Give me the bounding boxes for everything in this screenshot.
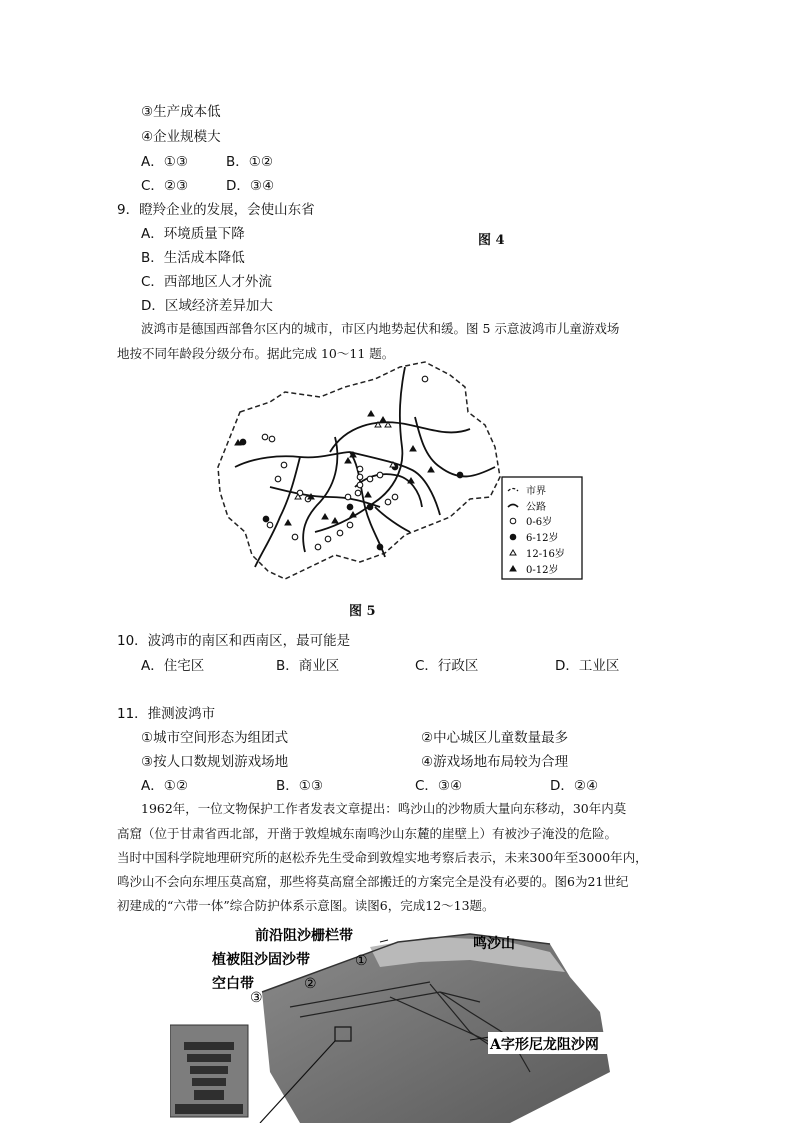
q10-stem: 10．波鸿市的南区和西南区，最可能是 bbox=[117, 633, 351, 649]
q11-choice-d: D．②④ bbox=[550, 778, 599, 794]
q11-choice-c: C．③④ bbox=[415, 778, 463, 794]
q8-option-item-3: ③生产成本低 bbox=[141, 104, 221, 120]
label-mingsha-mountain: 鸣沙山 bbox=[473, 936, 515, 952]
q8-choice-b: B．①② bbox=[226, 154, 273, 170]
legend-city-boundary: 市界 bbox=[526, 486, 546, 497]
q11-statement-2: ②中心城区儿童数量最多 bbox=[421, 730, 569, 746]
figure-6-diagram bbox=[170, 922, 620, 1123]
q11-stem: 11．推测波鸿市 bbox=[117, 706, 216, 722]
q10-choice-c: C．行政区 bbox=[415, 658, 479, 674]
passage-12-13-line-1: 1962年，一位文物保护工作者发表文章提出：鸣沙山的沙物质大量向东移动，30年内莫 bbox=[141, 801, 627, 816]
passage-10-11-line-1: 波鸿市是德国西部鲁尔区内的城市，市区内地势起伏和缓。图 5 示意波鸿市儿童游戏场 bbox=[141, 321, 620, 336]
q11-statement-1: ①城市空间形态为组团式 bbox=[141, 730, 289, 746]
passage-12-13-line-3: 当时中国科学院地理研究所的赵松乔先生受命到敦煌实地考察后表示，未来300年至3000年内， bbox=[117, 850, 648, 865]
q10-choice-b: B．商业区 bbox=[276, 658, 340, 674]
q11-choice-b: B．①③ bbox=[276, 778, 323, 794]
marker-1: ① bbox=[355, 953, 368, 969]
q11-statement-4: ④游戏场地布局较为合理 bbox=[421, 754, 569, 770]
figure-5-caption: 图 5 bbox=[349, 604, 376, 619]
q8-choice-a: A．①③ bbox=[141, 154, 188, 170]
q10-choice-d: D．工业区 bbox=[555, 658, 620, 674]
legend-road: 公路 bbox=[526, 502, 546, 513]
label-blank-belt: 空白带 bbox=[212, 976, 254, 992]
figure-5-map bbox=[210, 357, 610, 585]
q8-choice-c: C．②③ bbox=[141, 178, 189, 194]
q9-stem: 9．瞪羚企业的发展，会使山东省 bbox=[117, 202, 315, 218]
q10-choice-a: A．住宅区 bbox=[141, 658, 205, 674]
legend-age-6-12: 6-12岁 bbox=[526, 533, 559, 544]
passage-10-11-line-2: 地按不同年龄段分级分布。据此完成 10～11 题。 bbox=[117, 346, 395, 361]
q8-option-item-4: ④企业规模大 bbox=[141, 129, 221, 145]
label-vegetation-belt: 植被阻沙固沙带 bbox=[212, 952, 310, 968]
figure-4-label: 图 4 bbox=[478, 233, 505, 248]
legend-age-0-12: 0-12岁 bbox=[526, 565, 559, 576]
q8-choice-d: D．③④ bbox=[226, 178, 275, 194]
marker-2: ② bbox=[304, 976, 317, 992]
marker-3: ③ bbox=[250, 990, 263, 1006]
passage-12-13-line-2: 高窟（位于甘肃省西北部，开凿于敦煌城东南鸣沙山东麓的崖壁上）有被沙子淹没的危险。 bbox=[117, 826, 618, 841]
legend-age-0-6: 0-6岁 bbox=[526, 517, 553, 528]
map-legend bbox=[502, 477, 582, 579]
passage-12-13-line-4: 鸣沙山不会向东埋压莫高窟，那些将莫高窟全部搬迁的方案完全是没有必要的。图6为21世纪 bbox=[117, 874, 629, 889]
label-front-fence-belt: 前沿阻沙栅栏带 bbox=[255, 928, 353, 944]
dune-surface bbox=[262, 934, 610, 1123]
legend-age-12-16: 12-16岁 bbox=[526, 549, 565, 560]
q9-choice-a: A．环境质量下降 bbox=[141, 226, 245, 242]
q11-statement-3: ③按人口数规划游戏场地 bbox=[141, 754, 289, 770]
passage-12-13-line-5: 初建成的“六带一体”综合防护体系示意图。读图6，完成12～13题。 bbox=[117, 898, 495, 913]
q9-choice-b: B．生活成本降低 bbox=[141, 250, 245, 266]
label-nylon-net: A字形尼龙阻沙网 bbox=[490, 1037, 599, 1053]
q9-choice-c: C．西部地区人才外流 bbox=[141, 274, 272, 290]
q11-choice-a: A．①② bbox=[141, 778, 188, 794]
q9-choice-d: D．区域经济差异加大 bbox=[141, 298, 273, 314]
